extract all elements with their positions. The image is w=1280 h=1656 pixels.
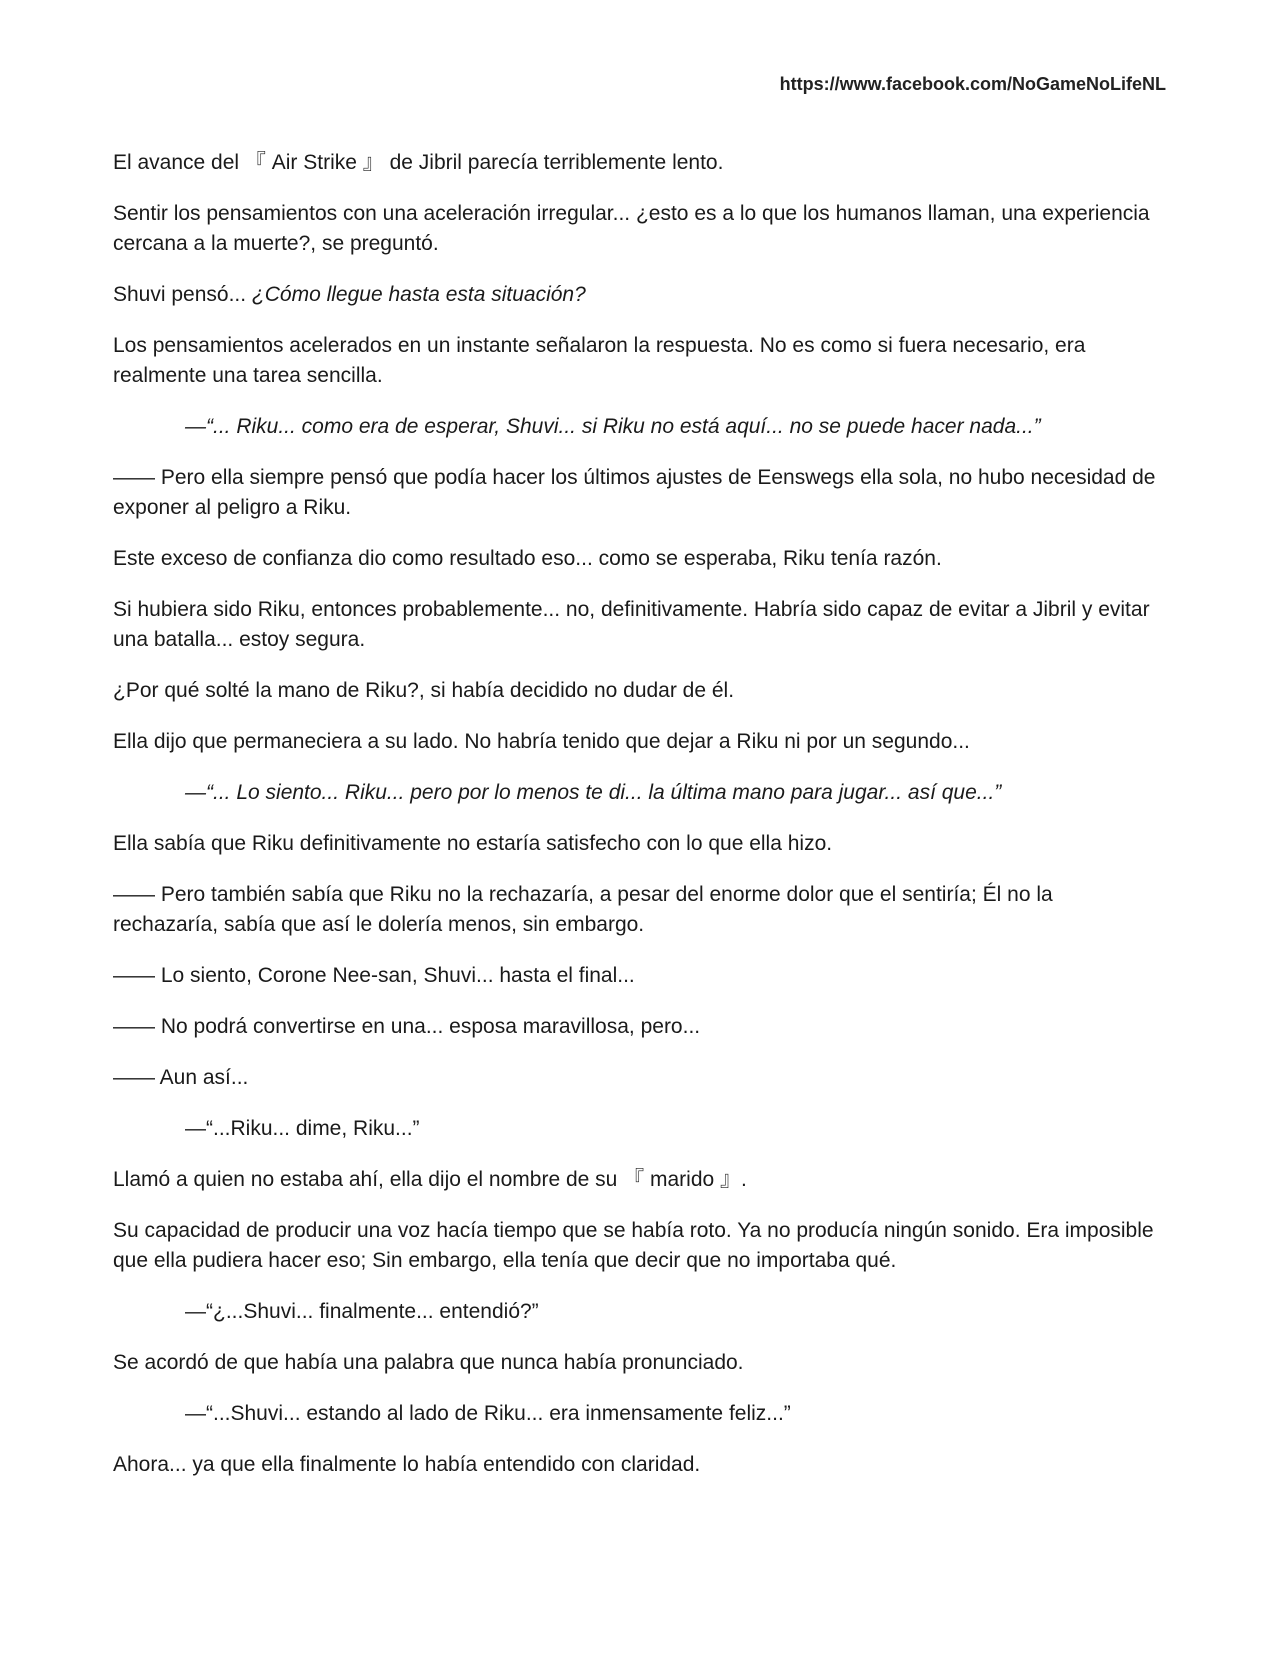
paragraph bbox=[113, 1165, 1163, 1195]
header-url: https://www.facebook.com/NoGameNoLifeNL bbox=[779, 74, 1166, 94]
paragraph-text: ¿Por qué solté la mano de Riku?, si había decidido no dudar de él. bbox=[113, 679, 735, 702]
paragraph bbox=[113, 880, 1163, 940]
dialogue-text: —“... Riku... como era de esperar, Shuvi... si Riku no está aquí... no se puede hacer nada...” bbox=[185, 415, 1041, 438]
paragraph bbox=[113, 463, 1163, 523]
document-body bbox=[113, 148, 1163, 1501]
dialogue-text: —“¿...Shuvi... finalmente... entendió?” bbox=[185, 1300, 539, 1323]
paragraph bbox=[113, 199, 1163, 259]
paragraph bbox=[113, 1216, 1163, 1276]
paragraph bbox=[113, 1063, 1163, 1093]
paragraph bbox=[113, 676, 1163, 706]
paragraph bbox=[113, 148, 1163, 178]
paragraph-text: Ella dijo que permaneciera a su lado. No habría tenido que dejar a Riku ni por un segundo... bbox=[113, 730, 970, 753]
paragraph-text: —— Pero también sabía que Riku no la rechazaría, a pesar del enorme dolor que el sentiría; Él no la rechazaría, sabía que así le dolería menos, sin embargo. bbox=[113, 883, 1059, 936]
paragraph-text: Ella sabía que Riku definitivamente no estaría satisfecho con lo que ella hizo. bbox=[113, 832, 833, 855]
paragraph bbox=[113, 829, 1163, 859]
paragraph bbox=[113, 544, 1163, 574]
paragraph bbox=[113, 1348, 1163, 1378]
paragraph bbox=[113, 961, 1163, 991]
paragraph-text: Su capacidad de producir una voz hacía tiempo que se había roto. Ya no producía ningún sonido. Era imposible que ella pudiera hacer eso; Sin embargo, ella tenía que decir que no importaba qué. bbox=[113, 1219, 1160, 1272]
paragraph-text: —— Aun así... bbox=[113, 1066, 249, 1089]
paragraph-text: El avance del 『 Air Strike 』 de Jibril parecía terriblemente lento. bbox=[113, 151, 724, 174]
paragraph-text: Si hubiera sido Riku, entonces probablemente... no, definitivamente. Habría sido capaz de evitar a Jibril y evitar una batalla... estoy segura. bbox=[113, 598, 1156, 651]
dialogue-text: —“...Shuvi... estando al lado de Riku... era inmensamente feliz...” bbox=[185, 1402, 791, 1425]
paragraph-text: Llamó a quien no estaba ahí, ella dijo el nombre de su 『 marido 』. bbox=[113, 1168, 747, 1191]
paragraph-text: Sentir los pensamientos con una aceleración irregular... ¿esto es a lo que los humanos llaman, una experiencia cercana a la muerte?, se preguntó. bbox=[113, 202, 1156, 255]
paragraph-text: —— Lo siento, Corone Nee-san, Shuvi... hasta el final... bbox=[113, 964, 635, 987]
dialogue-line bbox=[113, 1399, 1163, 1429]
dialogue-line bbox=[113, 1297, 1163, 1327]
dialogue-text: —“...Riku... dime, Riku...” bbox=[185, 1117, 420, 1140]
paragraph bbox=[113, 331, 1163, 391]
paragraph bbox=[113, 727, 1163, 757]
paragraph-text: —— Pero ella siempre pensó que podía hacer los últimos ajustes de Eenswegs ella sola, no hubo necesidad de exponer al peligro a Riku. bbox=[113, 466, 1162, 519]
paragraph bbox=[113, 595, 1163, 655]
paragraph-text: Se acordó de que había una palabra que nunca había pronunciado. bbox=[113, 1351, 744, 1374]
paragraph-text: Los pensamientos acelerados en un instante señalaron la respuesta. No es como si fuera necesario, era realmente una tarea sencilla. bbox=[113, 334, 1092, 387]
dialogue-line bbox=[113, 412, 1163, 442]
dialogue-line bbox=[113, 1114, 1163, 1144]
dialogue-text: —“... Lo siento... Riku... pero por lo menos te di... la última mano para jugar... así que...” bbox=[185, 781, 1002, 804]
paragraph bbox=[113, 1450, 1163, 1480]
paragraph-text: Shuvi pensó... bbox=[113, 283, 252, 306]
paragraph-text: Ahora... ya que ella finalmente lo había entendido con claridad. bbox=[113, 1453, 701, 1476]
paragraph-text: —— No podrá convertirse en una... esposa maravillosa, pero... bbox=[113, 1015, 701, 1038]
paragraph bbox=[113, 1012, 1163, 1042]
paragraph-text: Este exceso de confianza dio como resultado eso... como se esperaba, Riku tenía razón. bbox=[113, 547, 942, 570]
paragraph-italic-text: ¿Cómo llegue hasta esta situación? bbox=[251, 283, 586, 306]
dialogue-line bbox=[113, 778, 1163, 808]
paragraph bbox=[113, 280, 1163, 310]
